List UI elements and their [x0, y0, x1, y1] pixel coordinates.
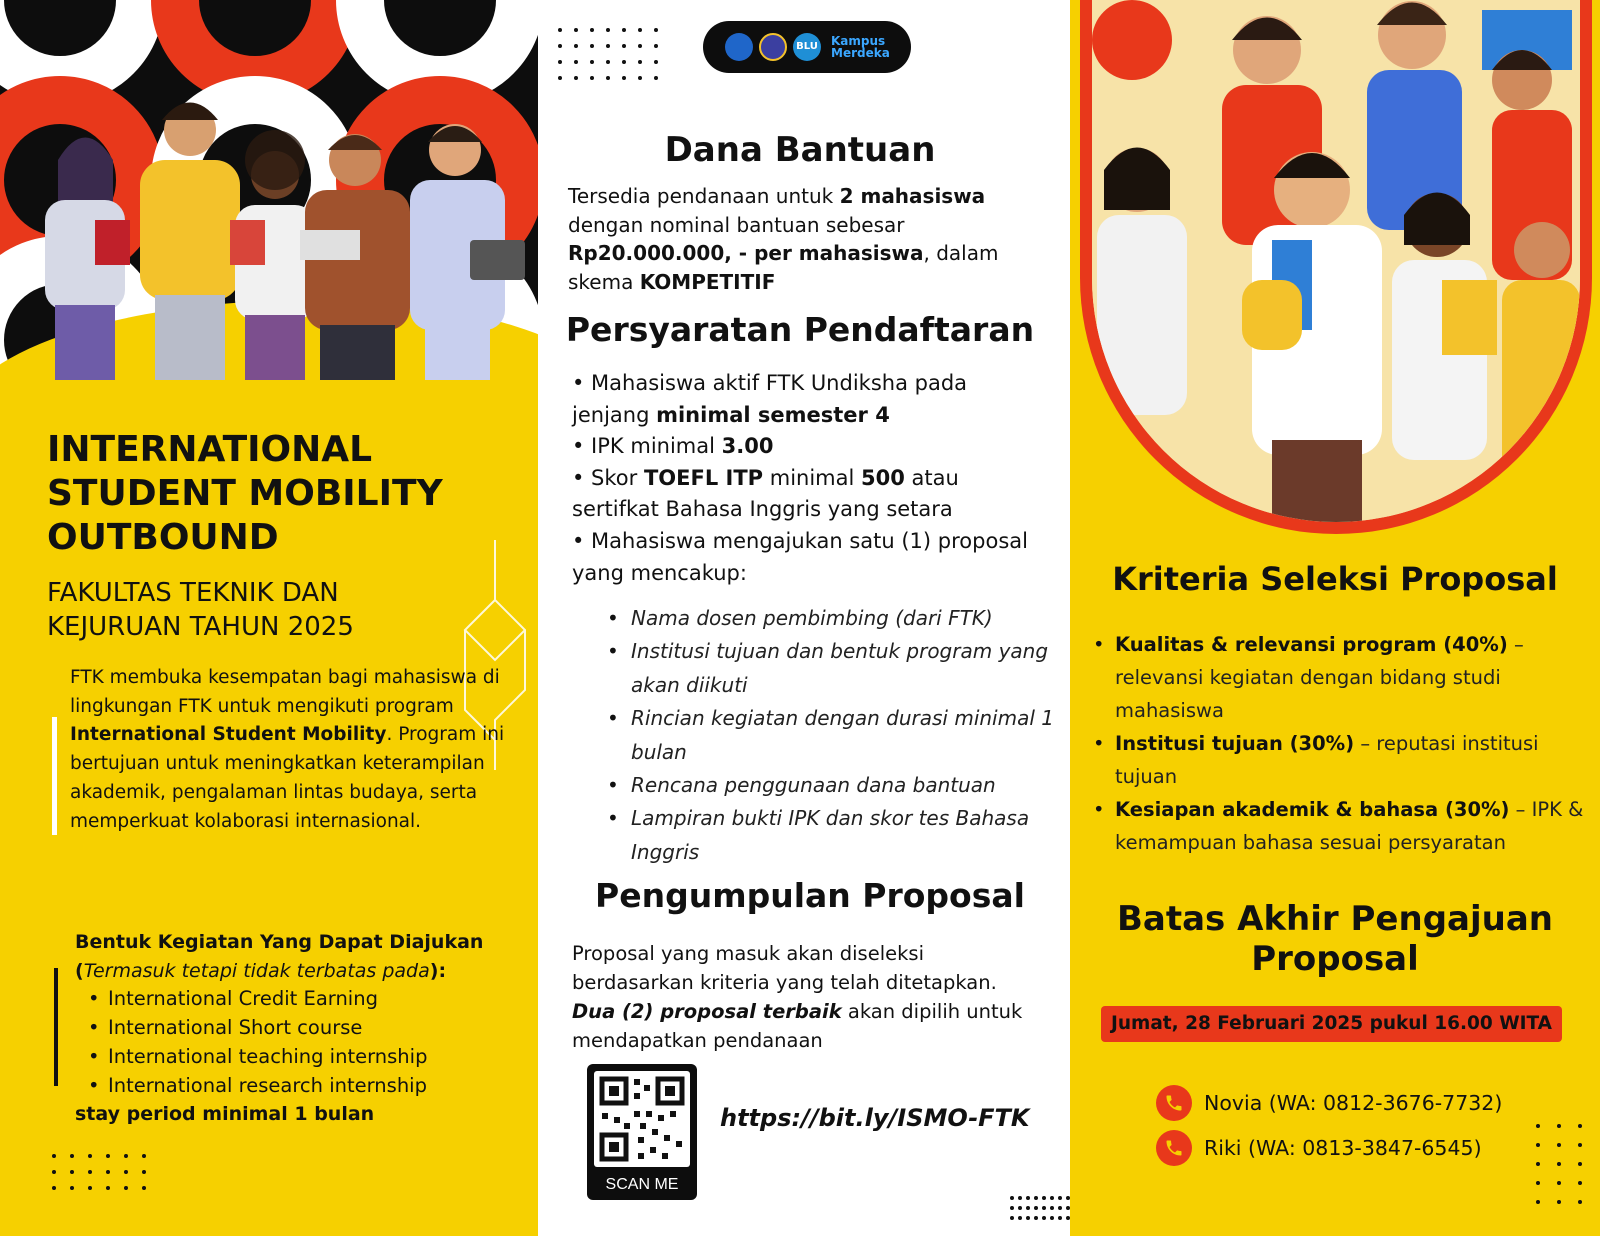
requirement-item: • Mahasiswa aktif FTK Undiksha pada jenjang minimal semester 4	[572, 371, 968, 427]
partner-logos	[703, 21, 911, 73]
bold-text: 2 mahasiswa	[839, 184, 986, 208]
list-item: • Institusi tujuan (30%) – reputasi institusi tujuan	[1115, 727, 1585, 793]
qr-code-pattern	[594, 1071, 690, 1167]
bold-italic-text: Dua (2) proposal terbaik	[572, 1000, 842, 1023]
title-line: INTERNATIONAL	[47, 429, 373, 470]
list-item: • Lampiran bukti IPK dan skor tes Bahasa Inggris	[631, 802, 1061, 869]
text: Tersedia pendanaan untuk	[568, 184, 840, 208]
text: Proposal yang masuk akan diseleksi berdasarkan kriteria yang telah ditetapkan.	[572, 942, 997, 994]
intro-text: . Program ini bertujuan untuk meningkatkan keterampilan akademik, pengalaman lintas budaya, serta memperkuat kolaborasi internasional.	[70, 724, 505, 832]
text: dengan nominal bantuan sebesar	[568, 212, 905, 237]
pengumpulan-paragraph	[572, 939, 1042, 1055]
list-item: • Kesiapan akademik & bahasa (30%) – IPK & kemampuan bahasa sesuai persyaratan	[1115, 793, 1585, 859]
list-item: • Rencana penggunaan dana bantuan	[631, 769, 1061, 802]
requirement-item: • Skor TOEFL ITP minimal 500 atau sertifkat Bahasa Inggris yang setara	[572, 465, 959, 522]
scan-me-label: SCAN ME	[605, 1176, 679, 1193]
activities-heading	[75, 928, 525, 986]
faculty-subtitle	[47, 576, 507, 644]
contact-novia[interactable]	[1156, 1085, 1502, 1121]
deadline-date-badge: Jumat, 28 Februari 2025 pukul 16.00 WITA	[1101, 1006, 1562, 1042]
bold-text: Rp20.000.000, - per mahasiswa	[568, 241, 924, 265]
paren: ):	[429, 960, 447, 982]
title-line: STUDENT MOBILITY	[47, 473, 443, 514]
intro-paragraph	[70, 664, 510, 836]
section-title-pengumpulan: Pengumpulan Proposal	[595, 876, 1025, 915]
students-arch-illustration	[1092, 0, 1580, 522]
list-item: • International research internship	[108, 1071, 528, 1100]
intro-bold: International Student Mobility	[70, 724, 387, 746]
tut-wuri-logo-icon	[725, 33, 753, 61]
section-title-dana: Dana Bantuan	[664, 130, 936, 170]
stay-period: stay period minimal 1 bulan	[75, 1103, 375, 1125]
blu-logo-icon: BLU	[793, 33, 821, 61]
list-item: • Institusi tujuan dan bentuk program yang akan diikuti	[631, 635, 1061, 702]
text: , dalam skema	[568, 241, 999, 294]
contact-riki[interactable]	[1156, 1130, 1482, 1166]
list-item: • Rincian kegiatan dengan durasi minimal 1 bulan	[631, 702, 1061, 769]
phone-icon	[1156, 1085, 1192, 1121]
list-item: • International Short course	[108, 1013, 528, 1042]
list-item: • Nama dosen pembimbing (dari FTK)	[631, 602, 1061, 635]
intro-text: FTK membuka kesempatan bagi mahasiswa di lingkungan FTK untuk mengikuti program	[70, 667, 500, 717]
activities-list	[108, 984, 528, 1100]
dot-grid-decoration	[558, 28, 657, 80]
proposal-contents-list	[631, 602, 1061, 869]
dana-paragraph	[568, 182, 1028, 296]
criteria-list	[1115, 628, 1585, 859]
requirement-item: • Mahasiswa mengajukan satu (1) proposal yang mencakup:	[572, 528, 1028, 585]
subtitle-line: KEJURUAN TAHUN 2025	[47, 612, 354, 642]
intro-accent-bar	[52, 717, 57, 835]
deadline-title-line: Proposal	[1251, 939, 1419, 979]
students-group-illustration	[0, 90, 538, 380]
activities-heading-text: Bentuk Kegiatan Yang Dapat Diajukan	[75, 931, 484, 953]
contact-text: Novia (WA: 0812-3676-7732)	[1204, 1091, 1503, 1115]
requirements	[572, 368, 1032, 589]
list-item: • Kualitas & relevansi program (40%) – relevansi kegiatan dengan bidang studi mahasiswa	[1115, 628, 1585, 727]
section-title-kriteria: Kriteria Seleksi Proposal	[1112, 560, 1558, 598]
title-line: OUTBOUND	[47, 517, 279, 558]
subtitle-line: FAKULTAS TEKNIK DAN	[47, 578, 339, 608]
section-title-deadline	[1070, 899, 1600, 979]
requirement-item: • IPK minimal 3.00	[572, 434, 774, 459]
logo-text: Merdeka	[831, 46, 890, 60]
contact-text: Riki (WA: 0813-3847-6545)	[1204, 1136, 1482, 1160]
activities-note: Termasuk tetapi tidak terbatas pada	[83, 960, 430, 982]
deadline-title-line: Batas Akhir Pengajuan	[1117, 899, 1553, 939]
kampus-merdeka-logo	[831, 35, 890, 59]
section-title-persyaratan: Persyaratan Pendaftaran	[565, 310, 1035, 349]
main-title	[47, 428, 517, 560]
logo-text: Kampus	[831, 34, 886, 48]
left-panel	[0, 0, 538, 1236]
paren: (	[75, 960, 84, 982]
dot-grid-decoration	[52, 1154, 146, 1190]
list-item: • International Credit Earning	[108, 984, 528, 1013]
list-item: • International teaching internship	[108, 1042, 528, 1071]
registration-link[interactable]: https://bit.ly/ISMO-FTK	[720, 1104, 1030, 1132]
undiksha-logo-icon	[759, 33, 787, 61]
activities-accent-bar	[54, 968, 58, 1086]
text: akan dipilih untuk mendapatkan pendanaan	[572, 1000, 1023, 1052]
qr-code[interactable]	[587, 1064, 697, 1200]
bold-text: KOMPETITIF	[639, 269, 776, 294]
dot-grid-decoration	[1536, 1124, 1583, 1204]
hero-illustration	[0, 0, 538, 390]
phone-icon	[1156, 1130, 1192, 1166]
